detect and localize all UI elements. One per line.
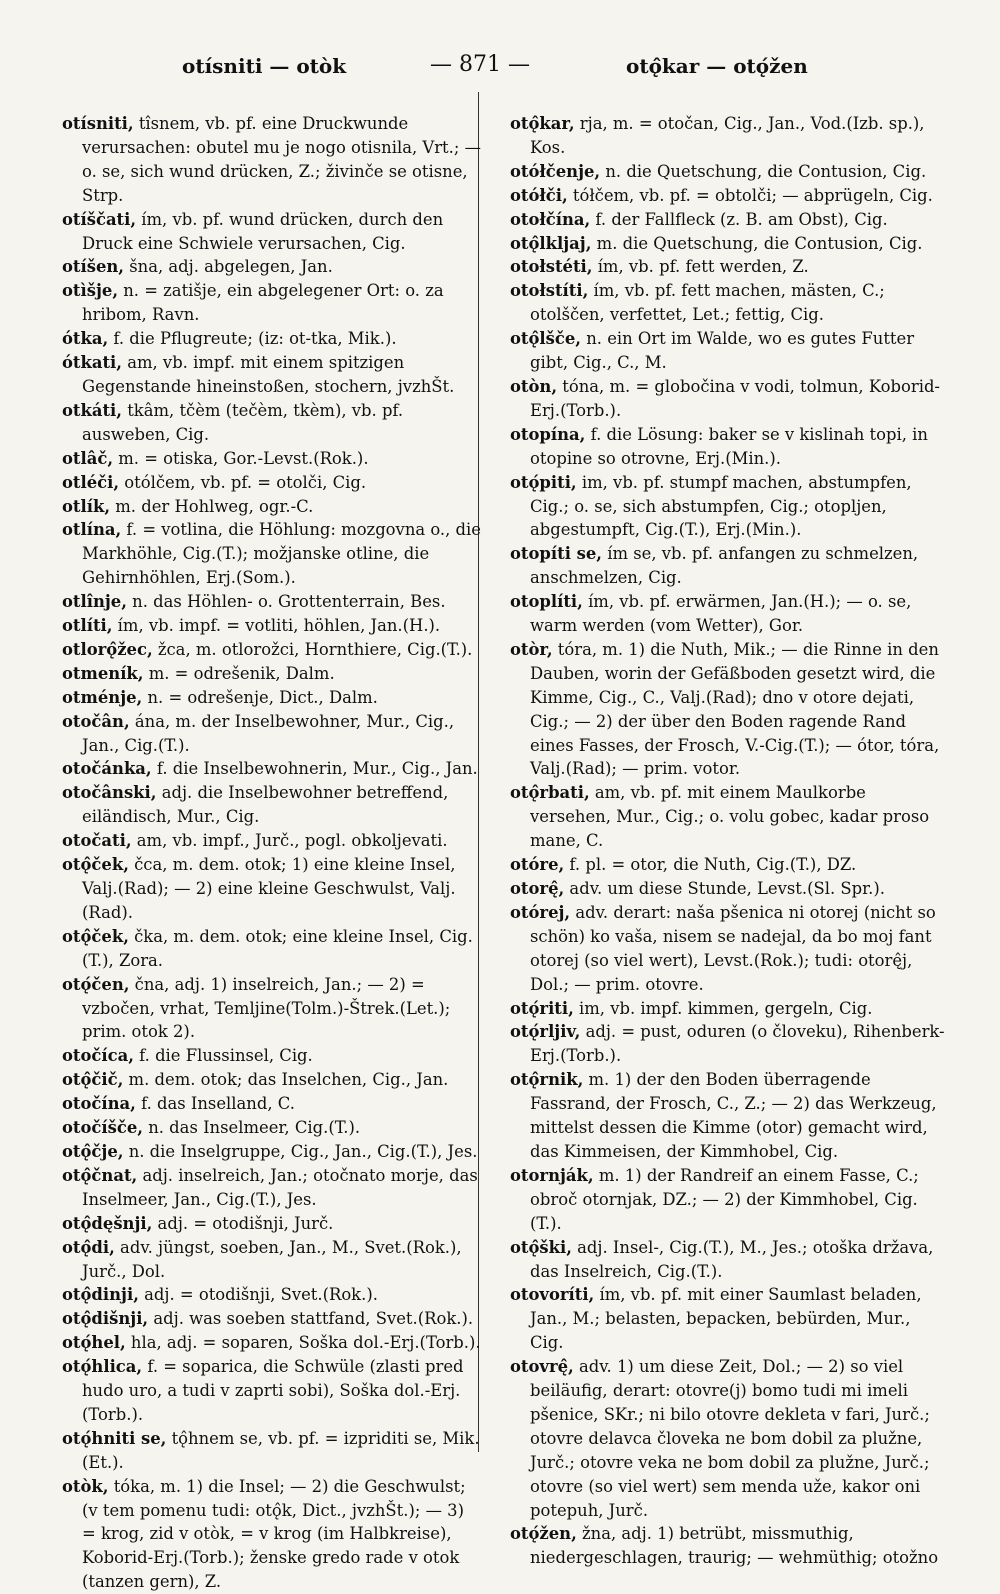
entry-headword: otlâč, (62, 448, 114, 468)
dictionary-entry (62, 1164, 482, 1212)
dictionary-entry (510, 901, 948, 997)
entry-definition: am, vb. pf. mit einem Maulkorbe versehen, Mur., Cig.; o. volu gobec, kadar proso mane, C. (530, 783, 930, 851)
entry-definition: f. der Fallfleck (z. B. am Obst), Cig. (590, 209, 888, 229)
entry-definition: m. die Quetschung, die Contusion, Cig. (591, 233, 923, 253)
page-number: — 871 — (430, 52, 530, 77)
entry-definition: ím, vb. pf. fett werden, Z. (592, 257, 809, 277)
entry-definition: f. = soparica, die Schwüle (zlasti pred hudo uro, a tudi v zaprti sobi), Soška dol.-Erj.(Torb.). (82, 1357, 464, 1424)
entry-definition: f. pl. = otor, die Nuth, Cig.(T.), DZ. (564, 855, 857, 875)
entry-headword: otorę̂, (510, 879, 565, 898)
entry-headword: otǫ́rljiv, (510, 1022, 581, 1042)
entry-definition: f. das Inselland, C. (135, 1094, 295, 1114)
entry-headword: otółčenje, (510, 161, 601, 181)
entry-definition: tkâm, tčèm (tečèm, tkèm), vb. pf. ausweben, Cig. (82, 400, 404, 444)
dictionary-entry (62, 614, 482, 638)
entry-definition: n. die Inselgruppe, Cig., Jan., Cig.(T.), Jes. (123, 1141, 478, 1161)
entry-headword: otǫ́čen, (62, 974, 130, 994)
dictionary-entry (62, 495, 482, 519)
entry-definition: n. ein Ort im Walde, wo es gutes Futter gibt, Cig., C., M. (530, 329, 915, 373)
dictionary-entry (510, 997, 948, 1021)
entry-definition: adv. jüngst, soeben, Jan., M., Svet.(Rok.), Jurč., Dol. (82, 1237, 462, 1281)
dictionary-entry (62, 1283, 482, 1307)
dictionary-entry (510, 232, 948, 256)
dictionary-entry (62, 925, 482, 973)
dictionary-entry (62, 590, 482, 614)
entry-headword: otǫ́hlica, (62, 1357, 143, 1377)
entry-headword: otovoríti, (510, 1285, 595, 1305)
entry-headword: otǫ́hel, (62, 1333, 126, 1353)
dictionary-entry (62, 1355, 482, 1427)
entry-headword: otòr, (510, 639, 553, 659)
entry-definition: im, vb. pf. stumpf machen, abstumpfen, Cig.; o. se, sich abstumpfen, Cig.; otopljen, abgestumpft, Cig.(T.), Erj.(Min.). (530, 472, 912, 540)
running-head-right: otǫ̂kar — otǫ́žen (626, 54, 808, 78)
dictionary-entry (62, 351, 482, 399)
entry-headword: otołčína, (510, 209, 591, 229)
entry-headword: otórej, (510, 902, 571, 922)
dictionary-entry (62, 1212, 482, 1236)
entry-headword: otoplíti, (510, 592, 583, 612)
dictionary-entry (62, 1068, 482, 1092)
dictionary-entry (62, 757, 482, 781)
entry-definition: čna, adj. 1) inselreich, Jan.; — 2) = vzbočen, vrhat, Temljine(Tolm.)-Štrek.(Let.); prim. otok 2). (82, 974, 451, 1042)
entry-definition: šna, adj. abgelegen, Jan. (124, 257, 333, 277)
entry-definition: adj. was soeben stattfand, Svet.(Rok.). (148, 1309, 474, 1329)
entry-headword: otǫ̂kar, (510, 114, 575, 133)
entry-definition: žna, adj. 1) betrübt, missmuthig, niedergeschlagen, traurig; — wehmüthig; otožno (530, 1524, 939, 1568)
entry-definition: adj. = otodišnji, Svet.(Rok.). (138, 1285, 378, 1305)
entry-definition: adj. Insel-, Cig.(T.), M., Jes.; otoška država, das Inselreich, Cig.(T.). (530, 1237, 934, 1281)
entry-definition: m. = otiska, Gor.-Levst.(Rok.). (113, 448, 369, 468)
entry-definition: žca, m. otlorožci, Hornthiere, Cig.(T.). (152, 639, 473, 659)
entry-definition: f. die Flussinsel, Cig. (133, 1046, 313, 1066)
dictionary-entry (62, 1092, 482, 1116)
entry-headword: otkáti, (62, 400, 122, 420)
entry-definition: im, vb. impf. kimmen, gergeln, Cig. (573, 998, 873, 1018)
entry-definition: ím, vb. pf. fett machen, mästen, C.; otolščen, verfettet, Let.; fettig, Cig. (530, 281, 885, 325)
entry-headword: otǫ́piti, (510, 472, 577, 492)
dictionary-entry (62, 781, 482, 829)
entry-headword: otǫ̂dinji, (62, 1285, 139, 1305)
dictionary-entry (510, 638, 948, 781)
dictionary-entry (62, 662, 482, 686)
dictionary-entry (62, 1475, 482, 1594)
dictionary-entry (510, 1068, 948, 1164)
dictionary-entry (510, 1283, 948, 1355)
entry-headword: otǫ̂dęšnji, (62, 1213, 153, 1233)
entry-definition: adj. = otodišnji, Jurč. (152, 1213, 334, 1233)
entry-definition: čca, m. dem. otok; 1) eine kleine Insel, Valj.(Rad); — 2) eine kleine Geschwulst, Valj.(Rad). (82, 855, 456, 922)
dictionary-entry (510, 1236, 948, 1284)
entry-headword: otlína, (62, 520, 122, 540)
entry-definition: am, vb. impf., Jurč., pogl. obkoljevati. (131, 831, 448, 851)
entry-definition: tǫ̂hnem se, vb. pf. = izpriditi se, Mik.(Et.). (82, 1428, 480, 1472)
entry-definition: m. dem. otok; das Inselchen, Cig., Jan. (123, 1070, 449, 1090)
entry-headword: otòn, (510, 376, 558, 396)
entry-definition: n. die Quetschung, die Contusion, Cig. (600, 161, 927, 181)
entry-headword: otǫ̂lšče, (510, 329, 582, 349)
dictionary-entry (62, 1307, 482, 1331)
entry-definition: adv. um diese Stunde, Levst.(Sl. Spr.). (564, 879, 885, 898)
dictionary-entry (62, 1116, 482, 1140)
dictionary-entry (510, 1020, 948, 1068)
entry-definition: tîsnem, vb. pf. eine Druckwunde verursachen: obutel mu je nogo otisnila, Vrt.; — o. se, sich wund drücken, Z.; živinče se otisne, Strp. (82, 114, 481, 205)
entry-headword: otlík, (62, 496, 111, 516)
entry-headword: otočân, (62, 711, 130, 731)
entry-definition: rja, m. = otočan, Cig., Jan., Vod.(Izb. sp.), Kos. (530, 114, 925, 157)
dictionary-entry (62, 686, 482, 710)
entry-definition: tóna, m. = globočina v vodi, tolmun, Koborid-Erj.(Torb.). (530, 376, 940, 420)
entry-definition: čka, m. dem. otok; eine kleine Insel, Cig.(T.), Zora. (82, 926, 473, 970)
entry-definition: otólčem, vb. pf. = otolči, Cig. (119, 472, 367, 492)
entry-headword: otovrę̂, (510, 1357, 574, 1377)
entry-definition: ána, m. der Inselbewohner, Mur., Cig., Jan., Cig.(T.). (82, 711, 455, 755)
entry-definition: ím, vb. impf. = votliti, höhlen, Jan.(H.). (112, 616, 441, 636)
entry-headword: otopíti se, (510, 544, 602, 564)
entry-definition: ím se, vb. pf. anfangen zu schmelzen, anschmelzen, Cig. (530, 544, 919, 588)
entry-definition: m. 1) der den Boden überragende Fassrand, der Frosch, C., Z.; — 2) das Werkzeug, mittelst dessen die Kimme (otor) gemacht wird, das Kimmeisen, der Kimmhobel, Cig. (530, 1070, 937, 1161)
entry-headword: otornják, (510, 1165, 594, 1185)
right-column (510, 112, 948, 1570)
entry-headword: otočânski, (62, 783, 157, 803)
entry-definition: f. die Lösung: baker se v kislinah topi, in otopine so otrovne, Erj.(Min.). (530, 424, 928, 468)
dictionary-entry (62, 255, 482, 279)
entry-headword: otmeník, (62, 663, 144, 683)
dictionary-entry (62, 1140, 482, 1164)
entry-definition: n. = odrešenje, Dict., Dalm. (142, 687, 378, 707)
entry-definition: ím, vb. pf. wund drücken, durch den Druck eine Schwiele verursachen, Cig. (82, 209, 444, 253)
entry-headword: otočati, (62, 831, 132, 851)
entry-headword: otlînje, (62, 592, 127, 612)
entry-definition: tóka, m. 1) die Insel; — 2) die Geschwulst; (v tem pomenu tudi: otǫ̂k, Dict., jvzhŠt.); — 3) = krog, zid v otòk, = v krog (im Halbkreise), Koborid-Erj.(Torb.); ženske gredo rade v otok (tanzen gern), Z. (82, 1476, 466, 1592)
entry-headword: otóre, (510, 855, 565, 875)
dictionary-entry (62, 1331, 482, 1355)
page-header (0, 44, 1000, 84)
entry-headword: otočíšče, (62, 1118, 143, 1138)
dictionary-entry (62, 829, 482, 853)
dictionary-entry (510, 208, 948, 232)
entry-definition: adv. 1) um diese Zeit, Dol.; — 2) so viel beiläufig, derart: otovre(j) bomo tudi mi imeli pšenice, SKr.; ni bilo otovre dekleta v fari, Jurč.; otovre delavca človeka ne bom dobil za plužne, Jurč.; otovre veka ne bom dobil za plužne, Jurč.; otovre (so viel wert) sem menda uže, kakor oni potepuh, Jurč. (530, 1357, 930, 1520)
entry-headword: otísniti, (62, 114, 134, 133)
dictionary-entry (510, 590, 948, 638)
left-column (62, 112, 482, 1594)
entry-headword: otǫ́riti, (510, 998, 574, 1018)
entry-headword: otočánka, (62, 759, 152, 779)
entry-headword: otǫ̂čje, (62, 1141, 124, 1161)
dictionary-entry (62, 112, 482, 208)
entry-definition: adj. inselreich, Jan.; otočnato morje, das Inselmeer, Jan., Cig.(T.), Jes. (82, 1165, 478, 1209)
entry-definition: m. 1) der Randreif an einem Fasse, C.; obroč otornjak, DZ.; — 2) der Kimmhobel, Cig.(T.). (530, 1165, 919, 1233)
dictionary-entry (62, 638, 482, 662)
entry-headword: otǫ̂dišnji, (62, 1309, 149, 1329)
entry-headword: otléči, (62, 472, 120, 492)
entry-headword: otołstíti, (510, 281, 589, 301)
entry-headword: ótkati, (62, 353, 122, 373)
dictionary-entry (62, 1427, 482, 1475)
dictionary-entry (62, 853, 482, 925)
entry-headword: otǫ̂ški, (510, 1237, 572, 1257)
entry-headword: otòk, (62, 1476, 109, 1496)
dictionary-entry (510, 781, 948, 853)
entry-headword: otočíca, (62, 1046, 134, 1066)
entry-headword: otlorǫ̂žec, (62, 639, 153, 659)
entry-definition: n. das Inselmeer, Cig.(T.). (143, 1118, 361, 1138)
entry-headword: otǫ̂ček, (62, 855, 129, 875)
entry-headword: otíščati, (62, 209, 137, 229)
dictionary-entry (510, 327, 948, 375)
entry-headword: otółči, (510, 185, 568, 205)
entry-headword: otǫ̂čnat, (62, 1165, 138, 1185)
dictionary-entry (510, 423, 948, 471)
dictionary-entry (510, 877, 948, 901)
dictionary-entry (62, 447, 482, 471)
entry-definition: f. die Inselbewohnerin, Mur., Cig., Jan. (151, 759, 478, 779)
dictionary-entry (510, 160, 948, 184)
dictionary-entry (62, 208, 482, 256)
entry-definition: m. = odrešenik, Dalm. (143, 663, 335, 683)
entry-definition: n. das Höhlen- o. Grottenterrain, Bes. (126, 592, 446, 612)
dictionary-entry (62, 518, 482, 590)
dictionary-entry (62, 471, 482, 495)
entry-definition: n. = zatišje, ein abgelegener Ort: o. za hribom, Ravn. (82, 281, 444, 325)
entry-definition: m. der Hohlweg, ogr.-C. (110, 496, 314, 516)
dictionary-entry (62, 279, 482, 327)
dictionary-entry (510, 184, 948, 208)
entry-headword: otìšje, (62, 281, 119, 301)
entry-headword: otǫ́žen, (510, 1524, 577, 1544)
dictionary-entry (510, 255, 948, 279)
entry-definition: adj. die Inselbewohner betreffend, eiländisch, Mur., Cig. (82, 783, 449, 827)
entry-definition: adv. derart: naša pšenica ni otorej (nicht so schön) ko vaša, nisem se nadejal, da bo moj fant otorej (so viel wert), Levst.(Rok.); tudi: otorę̂j, Dol.; — prim. otovre. (530, 902, 936, 994)
entry-headword: otíšen, (62, 257, 125, 277)
dictionary-entry (510, 112, 948, 160)
dictionary-entry (62, 399, 482, 447)
entry-headword: ótka, (62, 329, 109, 349)
dictionary-entry (62, 1044, 482, 1068)
entry-definition: f. die Pflugreute; (iz: ot-tka, Mik.). (108, 329, 397, 349)
dictionary-entry (510, 542, 948, 590)
entry-headword: otǫ̂rbati, (510, 783, 590, 803)
entry-headword: otǫ̂di, (62, 1237, 115, 1257)
entry-headword: otménje, (62, 687, 143, 707)
dictionary-entry (510, 471, 948, 543)
entry-definition: adj. = pust, oduren (o človeku), Rihenberk-Erj.(Torb.). (530, 1022, 945, 1066)
entry-definition: ím, vb. pf. mit einer Saumlast beladen, Jan., M.; belasten, bepacken, bebürden, Mur., Cig. (530, 1285, 922, 1353)
dictionary-entry (510, 1522, 948, 1570)
entry-headword: otǫ̂rnik, (510, 1070, 584, 1090)
dictionary-entry (510, 1355, 948, 1522)
entry-headword: otǫ́hniti se, (62, 1428, 167, 1448)
entry-definition: hla, adj. = soparen, Soška dol.-Erj.(Torb.). (125, 1333, 481, 1353)
dictionary-entry (510, 279, 948, 327)
dictionary-entry (510, 375, 948, 423)
entry-headword: otǫ̂čič, (62, 1070, 124, 1090)
dictionary-entry (62, 327, 482, 351)
dictionary-entry (62, 973, 482, 1045)
dictionary-entry (62, 1236, 482, 1284)
entry-definition: tółčem, vb. pf. = obtolči; — abprügeln, Cig. (567, 185, 933, 205)
entry-definition: f. = votlina, die Höhlung: mozgovna o., die Markhöhle, Cig.(T.); možjanske otline, die Gehirnhöhlen, Erj.(Som.). (82, 520, 481, 588)
dictionary-entry (62, 710, 482, 758)
entry-headword: otǫ̂lkljaj, (510, 233, 592, 253)
running-head-left: otísniti — otòk (182, 54, 347, 78)
dictionary-entry (510, 1164, 948, 1236)
entry-headword: otǫ̂ček, (62, 926, 129, 946)
entry-headword: otočína, (62, 1094, 136, 1114)
entry-headword: otopína, (510, 424, 586, 444)
entry-headword: otlíti, (62, 616, 113, 636)
entry-definition: am, vb. impf. mit einem spitzigen Gegenstande hineinstoßen, stochern, jvzhŠt. (82, 353, 455, 396)
entry-definition: ím, vb. pf. erwärmen, Jan.(H.); — o. se, warm werden (vom Wetter), Gor. (530, 592, 912, 636)
entry-headword: otołstéti, (510, 257, 593, 277)
entry-definition: tóra, m. 1) die Nuth, Mik.; — die Rinne in den Dauben, worin der Gefäßboden gesetzt wird, die Kimme, Cig., C., Valj.(Rad); dno v otore dejati, Cig.; — 2) der über den Boden ragende Rand eines Fasses, der Frosch, V.-Cig.(T.); — ótor, tóra, Valj.(Rad); — prim. votor. (530, 639, 940, 779)
dictionary-entry (510, 853, 948, 877)
